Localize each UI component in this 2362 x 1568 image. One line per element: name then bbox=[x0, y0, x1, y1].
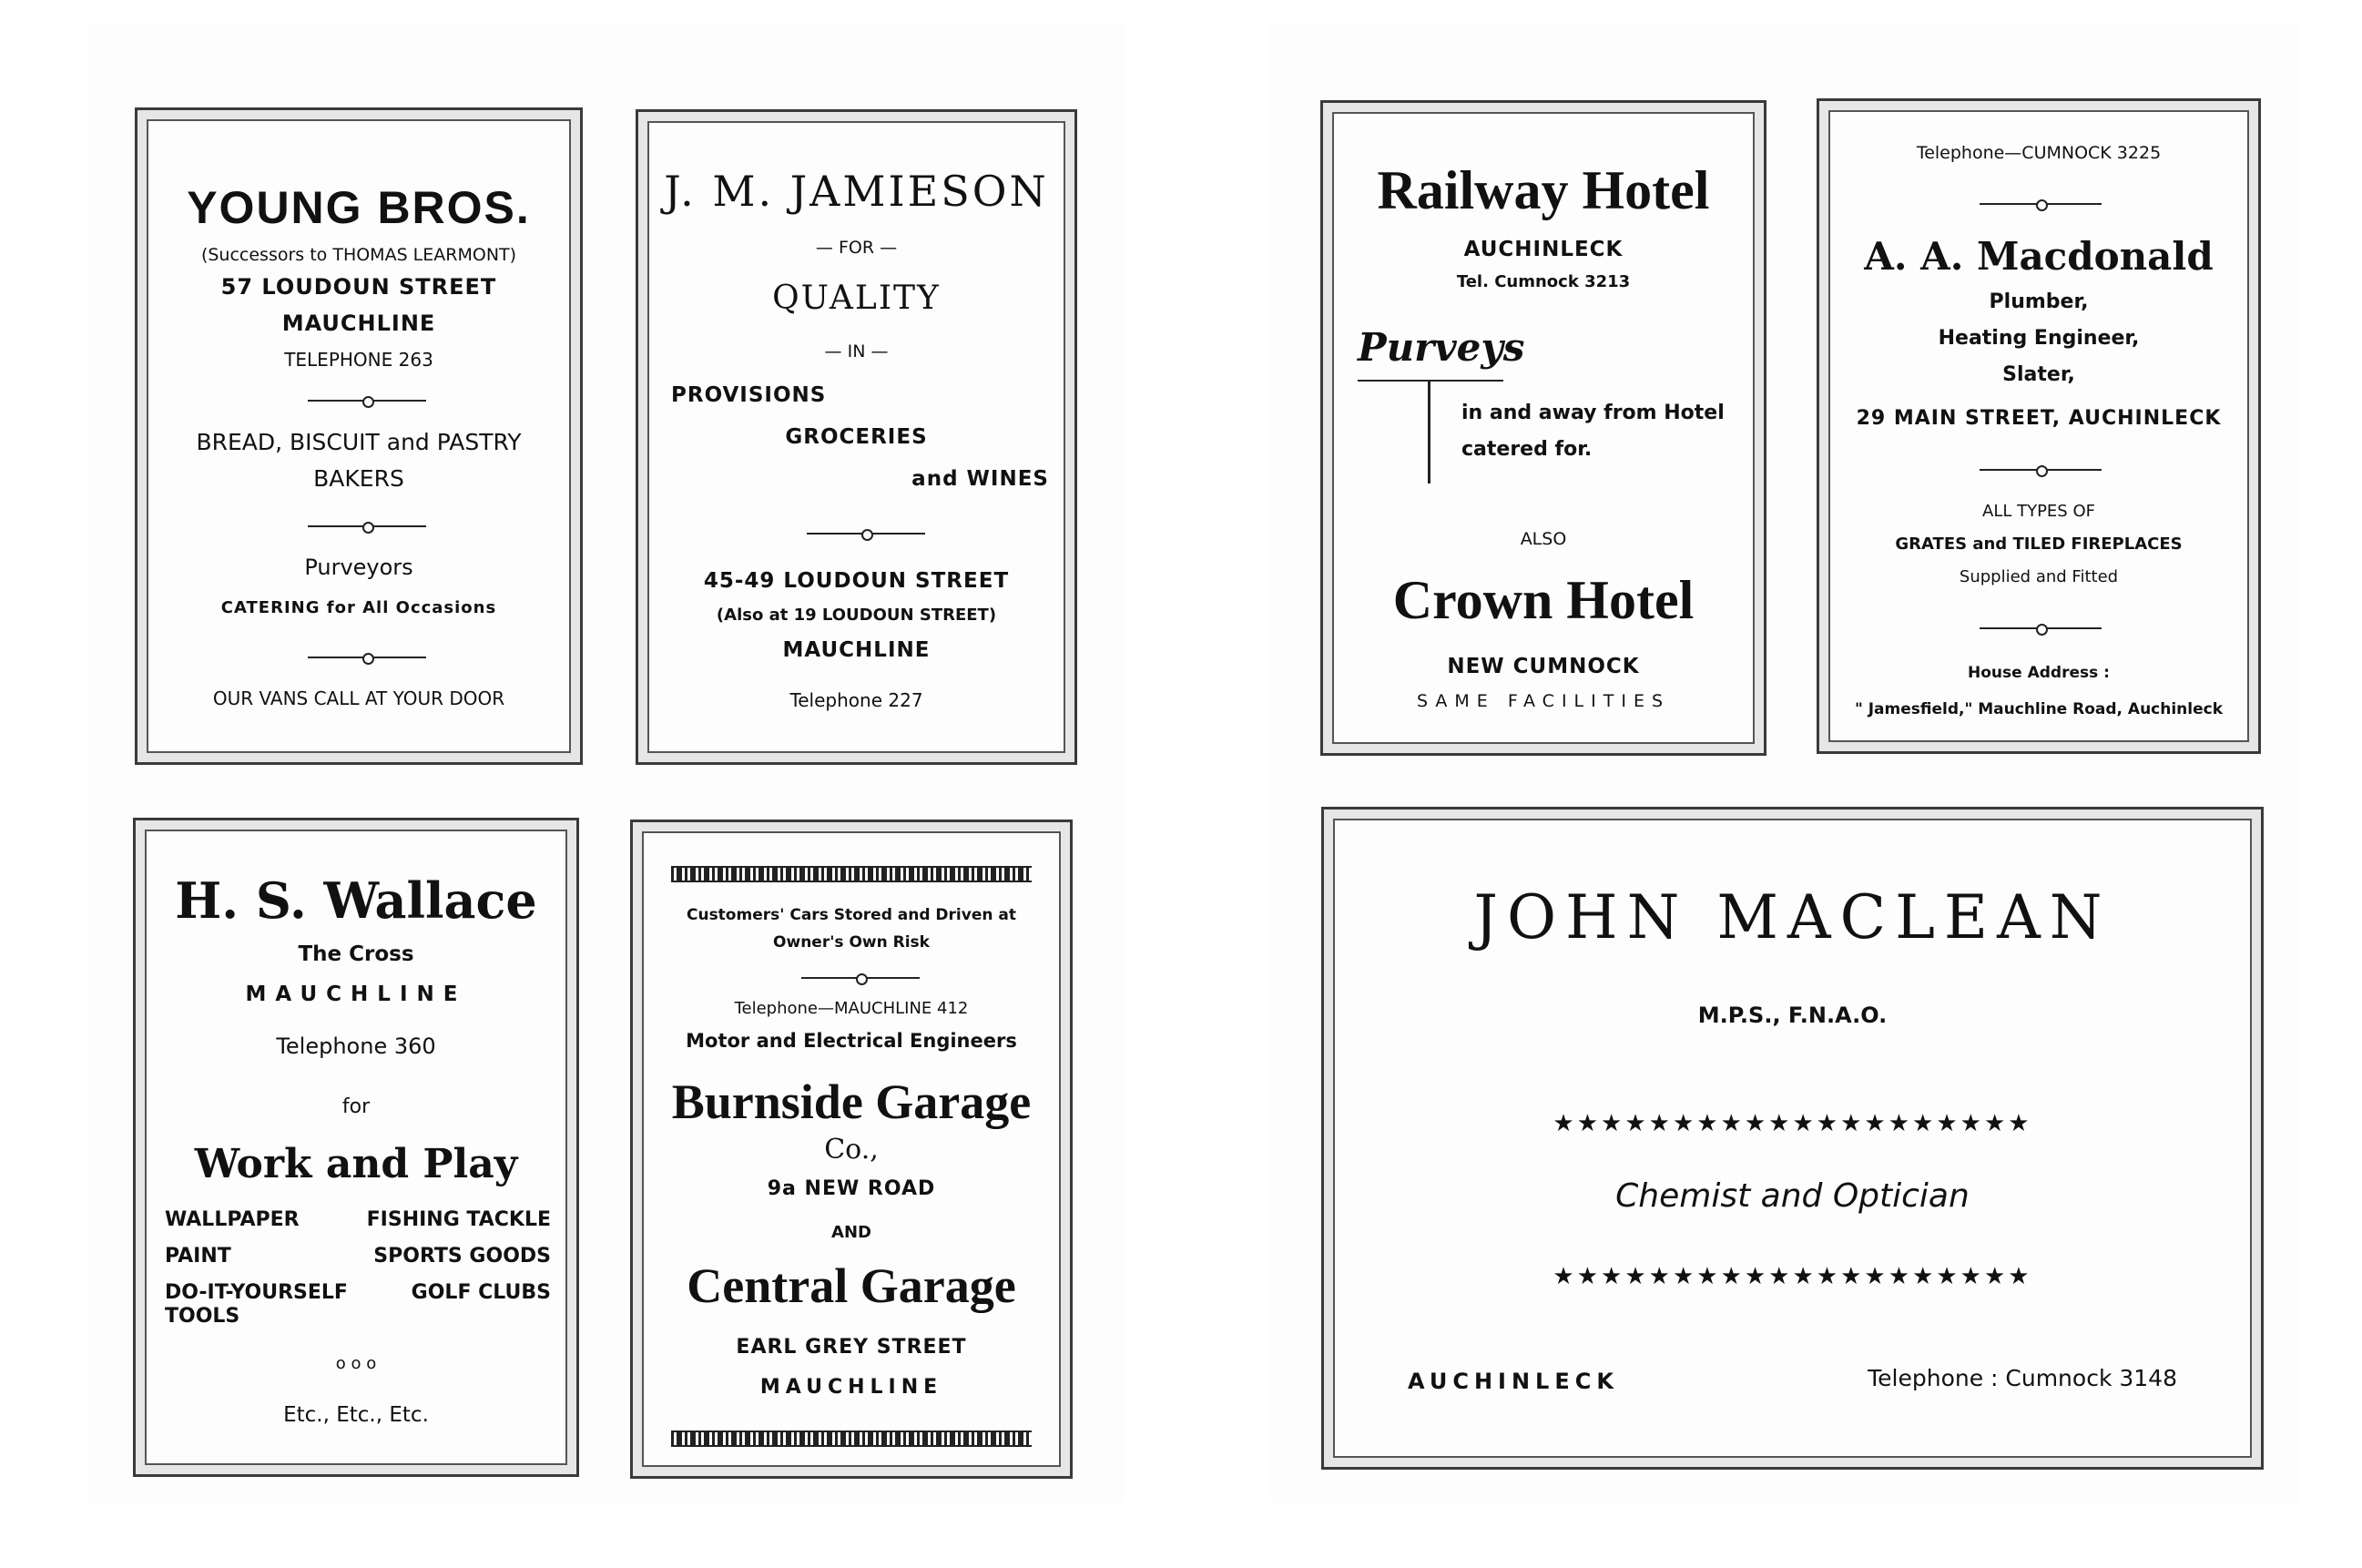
burnside-and: AND bbox=[831, 1223, 871, 1242]
ornament-rule bbox=[308, 400, 426, 402]
macdonald-name: A. A. Macdonald bbox=[1864, 234, 2214, 279]
maclean-name: JOHN MACLEAN bbox=[1473, 882, 2112, 952]
decorative-border-bottom bbox=[671, 1431, 1032, 1447]
jamieson-name: J. M. JAMIESON bbox=[664, 167, 1049, 216]
young-bros-trade: BREAD, BISCUIT and PASTRY bbox=[196, 429, 522, 455]
macdonald-telephone: Telephone—CUMNOCK 3225 bbox=[1916, 143, 2162, 163]
decorative-border-top bbox=[671, 866, 1032, 882]
young-bros-town: MAUCHLINE bbox=[281, 311, 436, 336]
maclean-town: AUCHINLECK bbox=[1408, 1369, 1619, 1394]
wallace-etc: Etc., Etc., Etc. bbox=[283, 1403, 429, 1427]
railway-town: AUCHINLECK bbox=[1463, 238, 1624, 261]
maclean-trade: Chemist and Optician bbox=[1615, 1177, 1970, 1215]
macdonald-house-label: House Address : bbox=[1968, 664, 2110, 682]
wallace-town: MAUCHLINE bbox=[245, 983, 467, 1006]
ornament-rule bbox=[1980, 469, 2102, 471]
jamieson-for: — FOR — bbox=[815, 238, 898, 258]
burnside-telephone: Telephone—MAUCHLINE 412 bbox=[734, 999, 969, 1018]
wallace-dots: o o o bbox=[335, 1354, 377, 1373]
central-town: MAUCHLINE bbox=[759, 1376, 943, 1399]
wallace-name: H. S. Wallace bbox=[175, 871, 537, 930]
young-bros-successors: (Successors to THOMAS LEARMONT) bbox=[200, 245, 517, 265]
macdonald-trade2: Heating Engineer, bbox=[1938, 327, 2140, 350]
burnside-road: 9a NEW ROAD bbox=[767, 1177, 936, 1200]
macdonald-address: 29 MAIN STREET, AUCHINLECK bbox=[1856, 407, 2222, 430]
wallace-sports: SPORTS GOODS bbox=[373, 1245, 551, 1268]
wallace-golf: GOLF CLUBS bbox=[411, 1281, 551, 1304]
purveys-underline bbox=[1358, 380, 1503, 382]
jamieson-in: — IN — bbox=[824, 341, 889, 361]
railway-name: Railway Hotel bbox=[1377, 160, 1710, 220]
jamieson-groceries: GROCERIES bbox=[785, 425, 928, 449]
macdonald-trade1: Plumber, bbox=[1989, 290, 2089, 313]
jamieson-street: 45-49 LOUDOUN STREET bbox=[703, 569, 1010, 593]
jamieson-provisions: PROVISIONS bbox=[671, 383, 827, 407]
crown-same: SAME FACILITIES bbox=[1416, 691, 1671, 711]
macdonald-types: ALL TYPES OF bbox=[1982, 502, 2095, 521]
ad-burnside-garage bbox=[630, 820, 1073, 1479]
macdonald-trade3: Slater, bbox=[2002, 363, 2075, 386]
macdonald-house: " Jamesfield," Mauchline Road, Auchinleck bbox=[1854, 700, 2224, 718]
young-bros-vans: OUR VANS CALL AT YOUR DOOR bbox=[212, 687, 505, 709]
ornament-rule bbox=[1980, 203, 2102, 205]
central-street: EARL GREY STREET bbox=[736, 1336, 967, 1359]
ornament-rule bbox=[807, 533, 925, 535]
railway-purveys-line1: in and away from Hotel bbox=[1461, 402, 1725, 424]
wallace-diy: DO-IT-YOURSELF bbox=[165, 1281, 348, 1304]
young-bros-name: YOUNG BROS. bbox=[187, 182, 531, 233]
ornament-rule bbox=[308, 657, 426, 658]
young-bros-purveyors: Purveyors bbox=[304, 555, 413, 580]
ad-young-bros bbox=[135, 107, 583, 765]
crown-name: Crown Hotel bbox=[1392, 570, 1695, 630]
railway-purveys-line2: catered for. bbox=[1461, 438, 1593, 461]
wallace-fishing: FISHING TACKLE bbox=[366, 1208, 551, 1231]
maclean-quals: M.P.S., F.N.A.O. bbox=[1697, 1003, 1888, 1028]
ornament-rule bbox=[1980, 627, 2102, 629]
jamieson-telephone: Telephone 227 bbox=[789, 689, 923, 711]
star-rule-top: ★★★★★★★★★★★★★★★★★★★★ bbox=[1553, 1110, 2032, 1137]
jamieson-quality: QUALITY bbox=[772, 280, 941, 317]
burnside-name: Burnside Garage bbox=[671, 1074, 1032, 1129]
railway-purveys: Purveys bbox=[1358, 325, 1525, 370]
ad-john-maclean bbox=[1321, 807, 2264, 1470]
maclean-telephone: Telephone : Cumnock 3148 bbox=[1868, 1365, 2177, 1391]
wallace-wallpaper: WALLPAPER bbox=[165, 1208, 300, 1231]
jamieson-town: MAUCHLINE bbox=[782, 638, 931, 662]
star-rule-bottom: ★★★★★★★★★★★★★★★★★★★★ bbox=[1553, 1263, 2032, 1290]
burnside-customers1: Customers' Cars Stored and Driven at bbox=[686, 906, 1016, 924]
crown-town: NEW CUMNOCK bbox=[1447, 655, 1640, 678]
ad-railway-hotel bbox=[1320, 100, 1766, 756]
burnside-co: Co., bbox=[824, 1134, 879, 1166]
jamieson-also: (Also at 19 LOUDOUN STREET) bbox=[716, 606, 997, 625]
railway-tel: Tel. Cumnock 3213 bbox=[1456, 272, 1631, 291]
wallace-telephone: Telephone 360 bbox=[276, 1033, 436, 1059]
wallace-tools: TOOLS bbox=[165, 1305, 240, 1328]
central-name: Central Garage bbox=[687, 1258, 1016, 1313]
ad-wallace bbox=[133, 818, 579, 1477]
jamieson-wines: and WINES bbox=[911, 467, 1049, 491]
macdonald-supplied: Supplied and Fitted bbox=[1959, 567, 2119, 586]
purveys-bracket bbox=[1428, 380, 1430, 484]
ornament-rule bbox=[801, 977, 920, 979]
wallace-for: for bbox=[341, 1095, 371, 1118]
young-bros-telephone: TELEPHONE 263 bbox=[284, 349, 433, 371]
burnside-engineers: Motor and Electrical Engineers bbox=[686, 1030, 1017, 1052]
macdonald-grates: GRATES and TILED FIREPLACES bbox=[1895, 535, 2183, 554]
young-bros-street: 57 LOUDOUN STREET bbox=[220, 274, 497, 300]
burnside-customers2: Owner's Own Risk bbox=[773, 933, 930, 952]
wallace-slogan: Work and Play bbox=[194, 1141, 518, 1187]
railway-also: ALSO bbox=[1520, 529, 1567, 549]
young-bros-bakers: BAKERS bbox=[313, 465, 404, 492]
ad-macdonald bbox=[1817, 98, 2261, 754]
wallace-cross: The Cross bbox=[298, 942, 414, 966]
ornament-rule bbox=[308, 525, 426, 527]
young-bros-catering: CATERING for All Occasions bbox=[220, 598, 497, 617]
ad-jamieson bbox=[636, 109, 1077, 765]
wallace-paint: PAINT bbox=[165, 1245, 231, 1268]
